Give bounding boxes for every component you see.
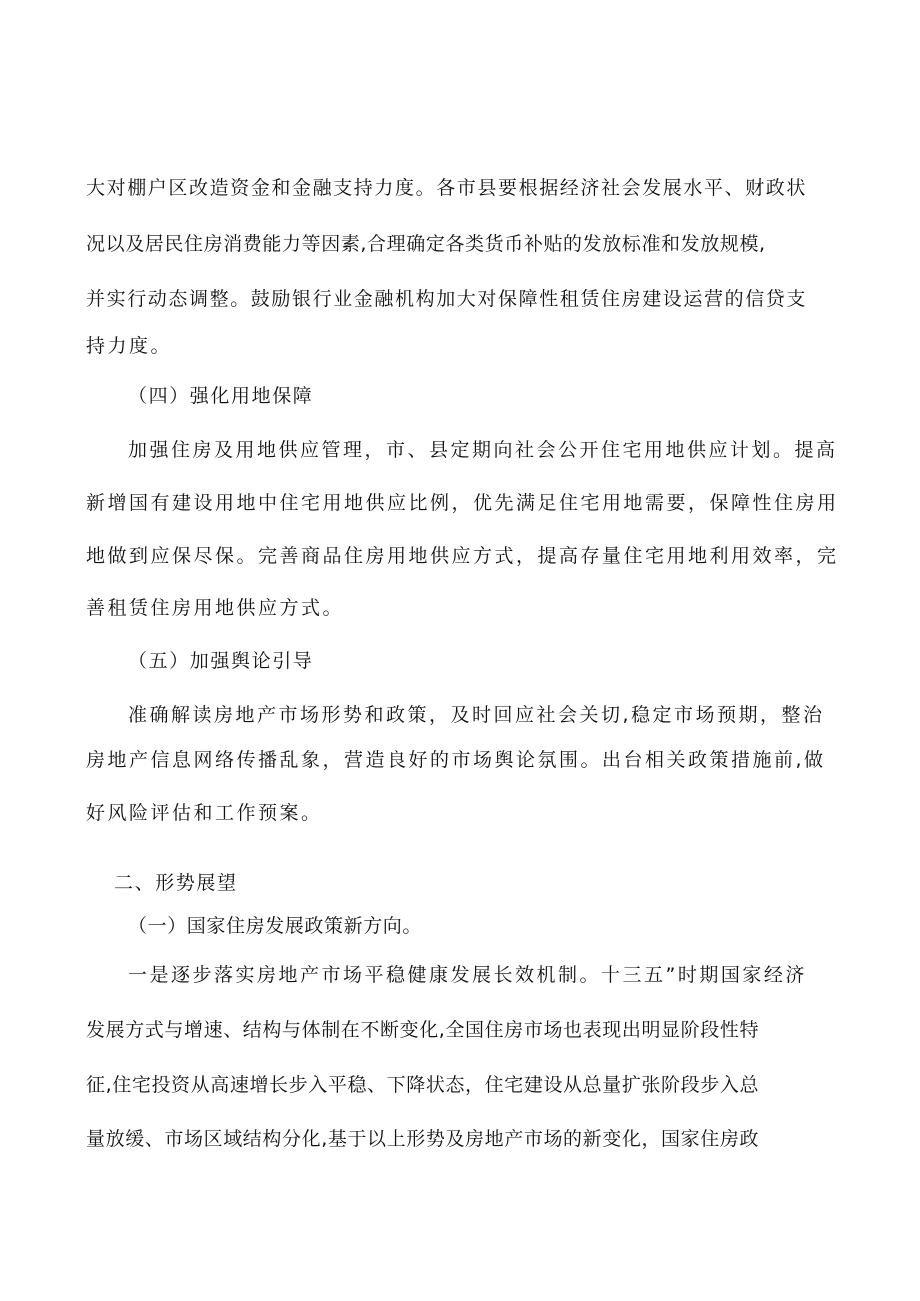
paragraph-line: 善租赁住房用地供应方式。 (86, 597, 345, 619)
paragraph-line: 新增国有建设用地中住宅用地供应比例，优先满足住宅用地需要，保障性住房用 (86, 492, 839, 514)
paragraph-line: 量放缓、市场区域结构分化,基于以上形势及房地产市场的新变化，国家住房政 (86, 1128, 760, 1150)
paragraph-line: 并实行动态调整。鼓励银行业金融机构加大对保障性租赁住房建设运营的信贷支 (86, 288, 808, 310)
section-heading: （一）国家住房发展政策新方向。 (128, 915, 423, 937)
paragraph-line: 地做到应保尽保。完善商品住房用地供应方式，提高存量住宅用地利用效率，完 (86, 545, 839, 567)
paragraph-line: 大对棚户区改造资金和金融支持力度。各市县要根据经济社会发展水平、财政状 (86, 177, 808, 199)
chapter-heading: 二、形势展望 (114, 872, 238, 894)
paragraph-line: 持力度。 (86, 335, 173, 357)
paragraph-line: 征,住宅投资从高速增长步入平稳、下降状态，住宅建设从总量扩张阶段步入总 (86, 1074, 760, 1096)
paragraph-line: 房地产信息网络传播乱象，营造良好的市场舆论氛围。出台相关政策措施前,做 (86, 749, 826, 771)
paragraph-line: 好风险评估和工作预案。 (86, 802, 323, 824)
paragraph-line: 发展方式与增速、结构与体制在不断变化,全国住房市场也表现出明显阶段性特 (86, 1019, 760, 1041)
paragraph-line: 况以及居民住房消费能力等因素,合理确定各类货币补贴的发放标准和发放规模, (86, 233, 766, 255)
paragraph-line: 准确解读房地产市场形势和政策，及时回应社会关切,稳定市场预期，整治 (128, 704, 825, 726)
paragraph-line: 加强住房及用地供应管理，市、县定期向社会公开住宅用地供应计划。提高 (128, 439, 838, 461)
section-heading: （五）加强舆论引导 (128, 650, 314, 672)
section-heading: （四）强化用地保障 (128, 385, 314, 407)
paragraph-line: 一是逐步落实房地产市场平稳健康发展长效机制。十三五”时期国家经济 (128, 964, 807, 986)
